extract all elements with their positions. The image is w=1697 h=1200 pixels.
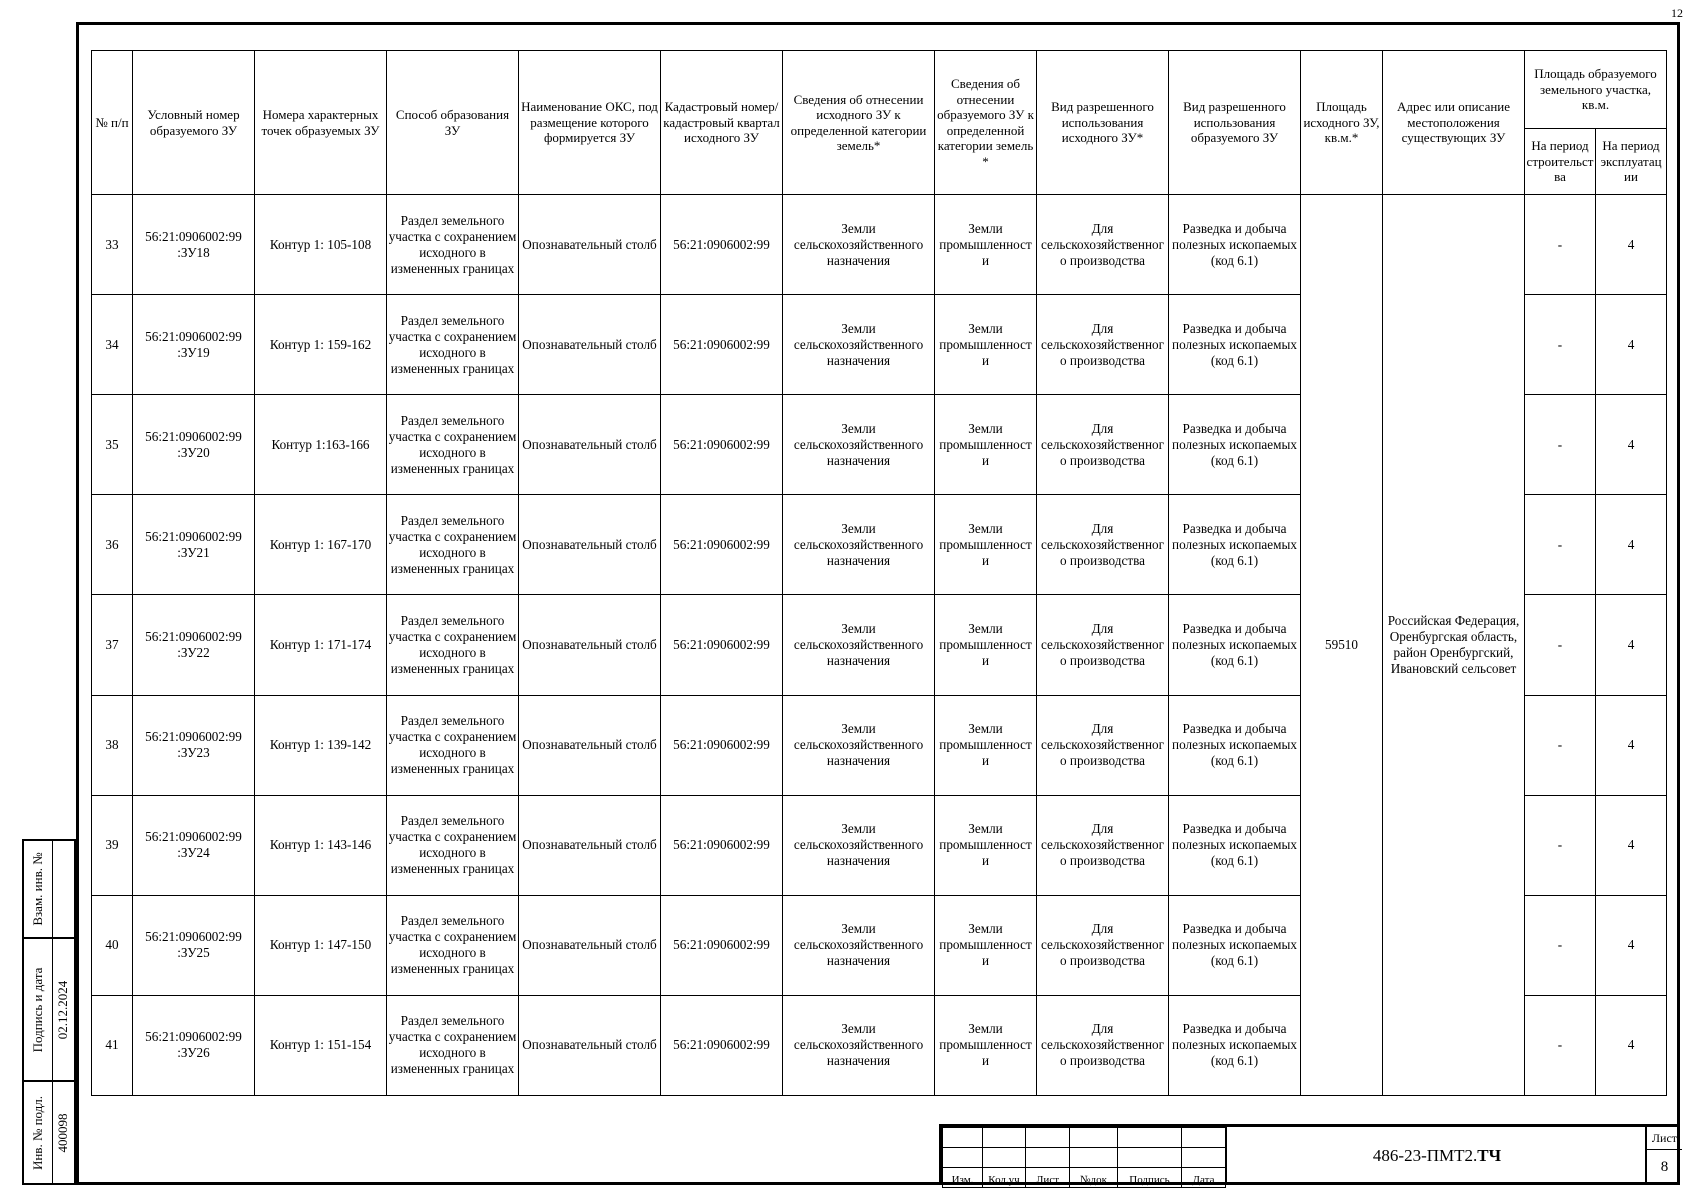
- cell-use-src: Для сельскохозяйственного производства: [1037, 895, 1169, 995]
- cell-use-new: Разведка и добыча полезных ископаемых (код 6.1): [1169, 495, 1301, 595]
- document-code-suffix: ТЧ: [1477, 1146, 1502, 1165]
- cell-use-new: Разведка и добыча полезных ископаемых (код 6.1): [1169, 595, 1301, 695]
- cell-cat-src: Земли сельскохозяйственного назначения: [783, 895, 935, 995]
- cell-area-build: -: [1525, 295, 1596, 395]
- cell-num: 41: [92, 995, 133, 1095]
- cell-use-src: Для сельскохозяйственного производства: [1037, 295, 1169, 395]
- cell-method: Раздел земельного участка с сохранением исходного в измененных границах: [387, 995, 519, 1095]
- cell-cad: 56:21:0906002:99: [661, 595, 783, 695]
- cell-oks: Опознавательный столб: [519, 495, 661, 595]
- cell-num: 40: [92, 895, 133, 995]
- cell-num: 36: [92, 495, 133, 595]
- sign-date-value: 02.12.2024: [55, 980, 70, 1039]
- cell-cat-new: Земли промышленности: [935, 995, 1037, 1095]
- cell-use-new: Разведка и добыча полезных ископаемых (код 6.1): [1169, 295, 1301, 395]
- tb-col-list: Лист: [1026, 1168, 1070, 1188]
- header-conditional-number: Условный номер образуемого ЗУ: [133, 51, 255, 195]
- cell-use-new: Разведка и добыча полезных ископаемых (код 6.1): [1169, 395, 1301, 495]
- header-category-source: Сведения об отнесении исходного ЗУ к определенной категории земель*: [783, 51, 935, 195]
- cell-method: Раздел земельного участка с сохранением исходного в измененных границах: [387, 495, 519, 595]
- cell-cond: 56:21:0906002:99 :ЗУ23: [133, 695, 255, 795]
- cell-cat-new: Земли промышленности: [935, 195, 1037, 295]
- header-oks-name: Наименование ОКС, под размещение которого формируется ЗУ: [519, 51, 661, 195]
- cell-use-src: Для сельскохозяйственного производства: [1037, 695, 1169, 795]
- document-code: [1225, 1127, 1647, 1185]
- table-row: [92, 195, 1667, 295]
- cell-cat-src: Земли сельскохозяйственного назначения: [783, 195, 935, 295]
- cell-area-source: 59510: [1301, 195, 1383, 1096]
- cell-method: Раздел земельного участка с сохранением исходного в измененных границах: [387, 695, 519, 795]
- cell-area-oper: 4: [1596, 395, 1667, 495]
- cell-points: Контур 1: 171-174: [255, 595, 387, 695]
- cell-points: Контур 1: 151-154: [255, 995, 387, 1095]
- cell-method: Раздел земельного участка с сохранением исходного в измененных границах: [387, 595, 519, 695]
- cell-cad: 56:21:0906002:99: [661, 295, 783, 395]
- header-category-formed: Сведения об отнесении образуемого ЗУ к определенной категории земель *: [935, 51, 1037, 195]
- header-cadastral: Кадастровый номер/ кадастровый квартал исходного ЗУ: [661, 51, 783, 195]
- cell-cat-new: Земли промышленности: [935, 295, 1037, 395]
- title-block: [939, 1124, 1680, 1185]
- cell-area-build: -: [1525, 495, 1596, 595]
- cell-cad: 56:21:0906002:99: [661, 395, 783, 495]
- cell-method: Раздел земельного участка с сохранением исходного в измененных границах: [387, 395, 519, 495]
- cell-cad: 56:21:0906002:99: [661, 795, 783, 895]
- cell-area-oper: 4: [1596, 795, 1667, 895]
- cell-use-src: Для сельскохозяйственного производства: [1037, 495, 1169, 595]
- cell-address: Российская Федерация, Оренбургская область, район Оренбургский, Ивановский сельсовет: [1383, 195, 1525, 1096]
- cell-use-src: Для сельскохозяйственного производства: [1037, 795, 1169, 895]
- cell-method: Раздел земельного участка с сохранением исходного в измененных границах: [387, 895, 519, 995]
- cell-points: Контур 1: 139-142: [255, 695, 387, 795]
- cell-area-oper: 4: [1596, 995, 1667, 1095]
- cell-num: 33: [92, 195, 133, 295]
- sign-date-label: Подпись и дата: [30, 967, 45, 1052]
- cell-cond: 56:21:0906002:99 :ЗУ18: [133, 195, 255, 295]
- cell-area-oper: 4: [1596, 195, 1667, 295]
- tb-col-data: Дата: [1182, 1168, 1226, 1188]
- cell-area-oper: 4: [1596, 895, 1667, 995]
- title-block-grid: [942, 1127, 1226, 1188]
- cell-cond: 56:21:0906002:99 :ЗУ19: [133, 295, 255, 395]
- cell-use-new: Разведка и добыча полезных ископаемых (код 6.1): [1169, 995, 1301, 1095]
- cell-cad: 56:21:0906002:99: [661, 695, 783, 795]
- page-number: 12: [1671, 6, 1683, 20]
- cell-use-src: Для сельскохозяйственного производства: [1037, 995, 1169, 1095]
- cell-area-oper: 4: [1596, 595, 1667, 695]
- inv-podl-label: Инв. № подл.: [30, 1095, 45, 1170]
- cell-area-oper: 4: [1596, 695, 1667, 795]
- header-area-construction: На период строительства: [1525, 129, 1596, 195]
- cell-use-src: Для сельскохозяйственного производства: [1037, 395, 1169, 495]
- header-area-source: Площадь исходного ЗУ, кв.м.*: [1301, 51, 1383, 195]
- cell-points: Контур 1: 143-146: [255, 795, 387, 895]
- side-stamp-sign-date: [22, 937, 76, 1082]
- header-area-formed: Площадь образуемого земельного участка, кв.м.: [1525, 51, 1667, 129]
- cell-cad: 56:21:0906002:99: [661, 495, 783, 595]
- inv-podl-value: 400098: [55, 1113, 70, 1152]
- cell-cat-new: Земли промышленности: [935, 795, 1037, 895]
- sheet-box: [1645, 1127, 1682, 1185]
- header-num: № п/п: [92, 51, 133, 195]
- land-plots-table: [91, 50, 1667, 1096]
- cell-points: Контур 1: 159-162: [255, 295, 387, 395]
- cell-area-build: -: [1525, 895, 1596, 995]
- side-stamp-inv-podl: [22, 1080, 76, 1185]
- cell-oks: Опознавательный столб: [519, 395, 661, 495]
- cell-cat-src: Земли сельскохозяйственного назначения: [783, 495, 935, 595]
- cell-oks: Опознавательный столб: [519, 895, 661, 995]
- cell-cat-new: Земли промышленности: [935, 595, 1037, 695]
- cell-oks: Опознавательный столб: [519, 795, 661, 895]
- cell-area-oper: 4: [1596, 495, 1667, 595]
- cell-area-build: -: [1525, 695, 1596, 795]
- cell-cat-src: Земли сельскохозяйственного назначения: [783, 395, 935, 495]
- cell-num: 34: [92, 295, 133, 395]
- header-points: Номера характерных точек образуемых ЗУ: [255, 51, 387, 195]
- cell-area-build: -: [1525, 395, 1596, 495]
- cell-cat-new: Земли промышленности: [935, 895, 1037, 995]
- cell-use-new: Разведка и добыча полезных ископаемых (код 6.1): [1169, 895, 1301, 995]
- cell-cat-src: Земли сельскохозяйственного назначения: [783, 295, 935, 395]
- cell-points: Контур 1: 147-150: [255, 895, 387, 995]
- cell-area-build: -: [1525, 795, 1596, 895]
- cell-use-new: Разведка и добыча полезных ископаемых (код 6.1): [1169, 195, 1301, 295]
- cell-points: Контур 1: 167-170: [255, 495, 387, 595]
- cell-method: Раздел земельного участка с сохранением исходного в измененных границах: [387, 295, 519, 395]
- cell-cond: 56:21:0906002:99 :ЗУ26: [133, 995, 255, 1095]
- side-stamp-zam-inv: [22, 839, 76, 939]
- cell-oks: Опознавательный столб: [519, 595, 661, 695]
- cell-oks: Опознавательный столб: [519, 295, 661, 395]
- tb-col-izm: Изм.: [943, 1168, 983, 1188]
- cell-oks: Опознавательный столб: [519, 695, 661, 795]
- cell-cad: 56:21:0906002:99: [661, 895, 783, 995]
- sheet-number: 8: [1660, 1159, 1669, 1175]
- cell-cat-src: Земли сельскохозяйственного назначения: [783, 795, 935, 895]
- document-code-main: 486-23-ПМТ2.: [1372, 1146, 1478, 1165]
- cell-use-new: Разведка и добыча полезных ископаемых (код 6.1): [1169, 795, 1301, 895]
- cell-points: Контур 1: 105-108: [255, 195, 387, 295]
- cell-area-oper: 4: [1596, 295, 1667, 395]
- cell-cat-src: Земли сельскохозяйственного назначения: [783, 995, 935, 1095]
- cell-area-build: -: [1525, 995, 1596, 1095]
- tb-col-ndok: №док: [1070, 1168, 1118, 1188]
- cell-oks: Опознавательный столб: [519, 195, 661, 295]
- cell-cond: 56:21:0906002:99 :ЗУ21: [133, 495, 255, 595]
- cell-num: 37: [92, 595, 133, 695]
- cell-use-src: Для сельскохозяйственного производства: [1037, 195, 1169, 295]
- cell-cond: 56:21:0906002:99 :ЗУ25: [133, 895, 255, 995]
- header-method: Способ образования ЗУ: [387, 51, 519, 195]
- cell-cond: 56:21:0906002:99 :ЗУ20: [133, 395, 255, 495]
- cell-area-build: -: [1525, 595, 1596, 695]
- header-use-source: Вид разрешенного использования исходного ЗУ*: [1037, 51, 1169, 195]
- cell-cad: 56:21:0906002:99: [661, 195, 783, 295]
- cell-method: Раздел земельного участка с сохранением исходного в измененных границах: [387, 795, 519, 895]
- header-address: Адрес или описание местоположения существующих ЗУ: [1383, 51, 1525, 195]
- sheet-label: Лист: [1647, 1127, 1682, 1150]
- cell-cat-new: Земли промышленности: [935, 695, 1037, 795]
- cell-num: 38: [92, 695, 133, 795]
- tb-col-podpis: Подпись: [1118, 1168, 1182, 1188]
- cell-points: Контур 1:163-166: [255, 395, 387, 495]
- header-use-formed: Вид разрешенного использования образуемого ЗУ: [1169, 51, 1301, 195]
- header-area-operation: На период эксплуатации: [1596, 129, 1667, 195]
- tb-col-kol-uch: Кол.уч: [983, 1168, 1026, 1188]
- cell-cat-src: Земли сельскохозяйственного назначения: [783, 595, 935, 695]
- zam-inv-label: Взам. инв. №: [30, 852, 45, 926]
- cell-cad: 56:21:0906002:99: [661, 995, 783, 1095]
- cell-method: Раздел земельного участка с сохранением исходного в измененных границах: [387, 195, 519, 295]
- cell-cond: 56:21:0906002:99 :ЗУ22: [133, 595, 255, 695]
- cell-oks: Опознавательный столб: [519, 995, 661, 1095]
- cell-cat-src: Земли сельскохозяйственного назначения: [783, 695, 935, 795]
- cell-num: 39: [92, 795, 133, 895]
- cell-area-build: -: [1525, 195, 1596, 295]
- cell-cat-new: Земли промышленности: [935, 395, 1037, 495]
- cell-use-new: Разведка и добыча полезных ископаемых (код 6.1): [1169, 695, 1301, 795]
- cell-num: 35: [92, 395, 133, 495]
- cell-use-src: Для сельскохозяйственного производства: [1037, 595, 1169, 695]
- cell-cat-new: Земли промышленности: [935, 495, 1037, 595]
- cell-cond: 56:21:0906002:99 :ЗУ24: [133, 795, 255, 895]
